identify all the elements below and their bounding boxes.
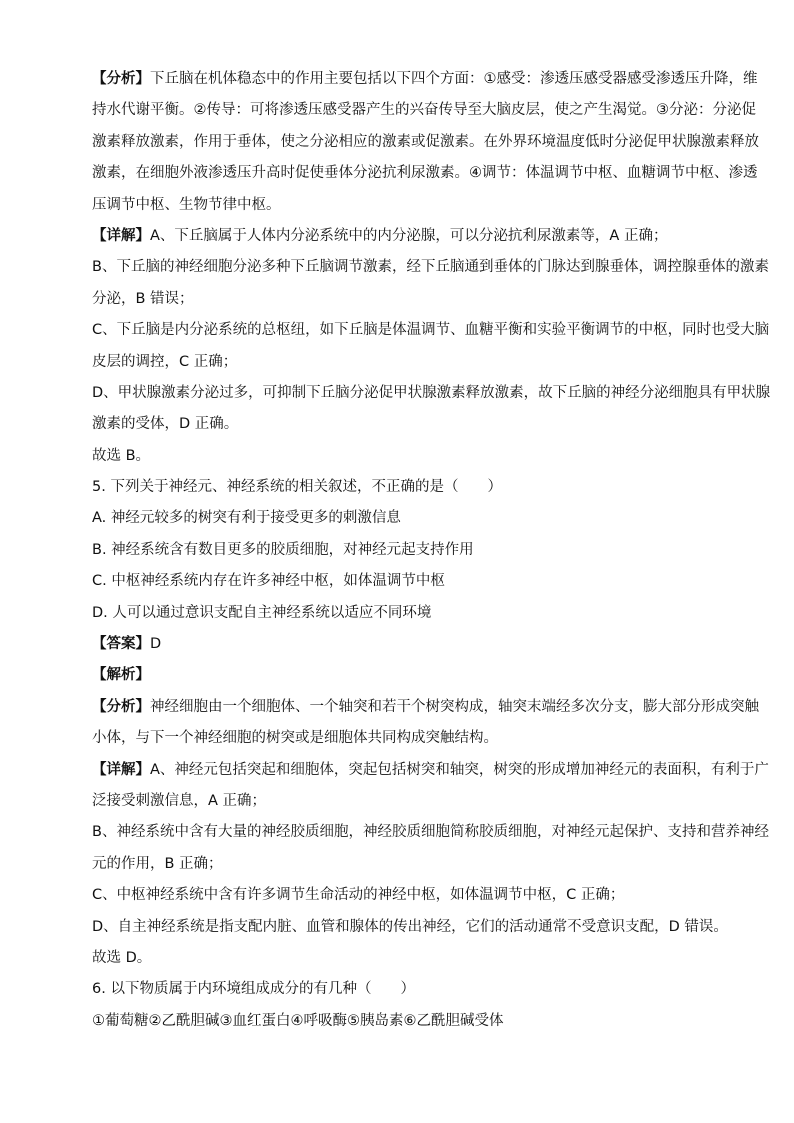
q5-conclusion: 故选 D。: [92, 949, 152, 966]
document-page: [92, 64, 771, 1037]
q4-detail-line-2: B、下丘脑的神经细胞分泌多种下丘脑调节激素，经下丘脑通到垂体的门脉达到腺垂体，调控腺垂体的激素: [92, 259, 769, 276]
q5-detail-line-2: 泛接受刺激信息，A 正确；: [92, 792, 267, 809]
q5-detail-line-5: C、中枢神经系统中含有许多调节生命活动的神经中枢，如体温调节中枢，C 正确；: [92, 887, 625, 904]
q5-detail-line-4: 元的作用，B 正确；: [92, 855, 223, 872]
q4-detail-line-5: 皮层的调控，C 正确；: [92, 353, 238, 370]
detail-tag: 【详解】: [92, 227, 150, 244]
q4-detail-line-7: 激素的受体，D 正确。: [92, 416, 239, 433]
q5-detail-line-1: 【详解】A、神经元包括突起和细胞体，突起包括树突和轴突，树突的形成增加神经元的表面积，有利于广: [92, 761, 769, 778]
q6-stem: 6. 以下物质属于内环境组成成分的有几种（ ）: [92, 981, 415, 998]
q4-analysis-line-4: 激素，在细胞外液渗透压升高时促使垂体分泌抗利尿激素。④调节：体温调节中枢、血糖调节中枢、渗透: [92, 165, 758, 182]
q4-detail-line-6: D、甲状腺激素分泌过多，可抑制下丘脑分泌促甲状腺激素释放激素，故下丘脑的神经分泌细胞具有甲状腺: [92, 384, 771, 401]
q5-option-d: D. 人可以通过意识支配自主神经系统以适应不同环境: [92, 604, 432, 621]
q5-explain-tag: 【解析】: [92, 667, 150, 684]
q4-detail-line-1: 【详解】A、下丘脑属于人体内分泌系统中的内分泌腺，可以分泌抗利尿激素等，A 正确；: [92, 227, 668, 244]
q5-analysis-line-2: 小体，与下一个神经细胞的树突或是细胞体共同构成突触结构。: [92, 730, 498, 747]
q5-option-c: C. 中枢神经系统内存在许多神经中枢，如体温调节中枢: [92, 573, 445, 590]
q4-analysis-line-3: 激素释放激素，作用于垂体，使之分泌相应的激素或促激素。在外界环境温度低时分泌促甲状腺激素释放: [92, 133, 759, 150]
q5-option-a: A. 神经元较多的树突有利于接受更多的刺激信息: [92, 510, 401, 527]
q5-option-b: B. 神经系统含有数目更多的胶质细胞，对神经元起支持作用: [92, 541, 474, 558]
answer-value: D: [150, 636, 162, 653]
q5-answer: [92, 629, 714, 660]
q4-analysis-line-5: 压调节中枢、生物节律中枢。: [92, 196, 281, 213]
detail-tag: 【详解】: [92, 761, 150, 778]
q5-detail-line-6: D、自主神经系统是指支配内脏、血管和腺体的传出神经，它们的活动通常不受意识支配，D 错误。: [92, 918, 728, 935]
q5-analysis-line-1: 【分析】神经细胞由一个细胞体、一个轴突和若干个树突构成，轴突末端经多次分支，膨大部分形成突触: [92, 698, 759, 715]
analysis-tag: 【分析】: [92, 71, 150, 87]
q6-items: ①葡萄糖②乙酰胆碱③血红蛋白④呼吸酶⑤胰岛素⑥乙酰胆碱受体: [92, 1012, 504, 1029]
q5-stem: 5. 下列关于神经元、神经系统的相关叙述，不正确的是（ ）: [92, 479, 502, 496]
q4-analysis-line-1: 【分析】下丘脑在机体稳态中的作用主要包括以下四个方面：①感受：渗透压感受器感受渗透压升降，维: [92, 71, 758, 87]
analysis-tag: 【分析】: [92, 698, 150, 715]
q4-analysis-line-2: 持水代谢平衡。②传导：可将渗透压感受器产生的兴奋传导至大脑皮层，使之产生渴觉。③分泌：分泌促: [92, 102, 756, 119]
q4-conclusion: 故选 B。: [92, 447, 151, 464]
q4-detail-line-3: 分泌，B 错误；: [92, 290, 194, 307]
answer-tag: 【答案】: [92, 636, 150, 653]
q4-detail-line-4: C、下丘脑是内分泌系统的总枢纽，如下丘脑是体温调节、血糖平衡和实验平衡调节的中枢，同时也受大脑: [92, 322, 770, 339]
q5-detail-line-3: B、神经系统中含有大量的神经胶质细胞，神经胶质细胞简称胶质细胞，对神经元起保护、支持和营养神经: [92, 824, 769, 841]
